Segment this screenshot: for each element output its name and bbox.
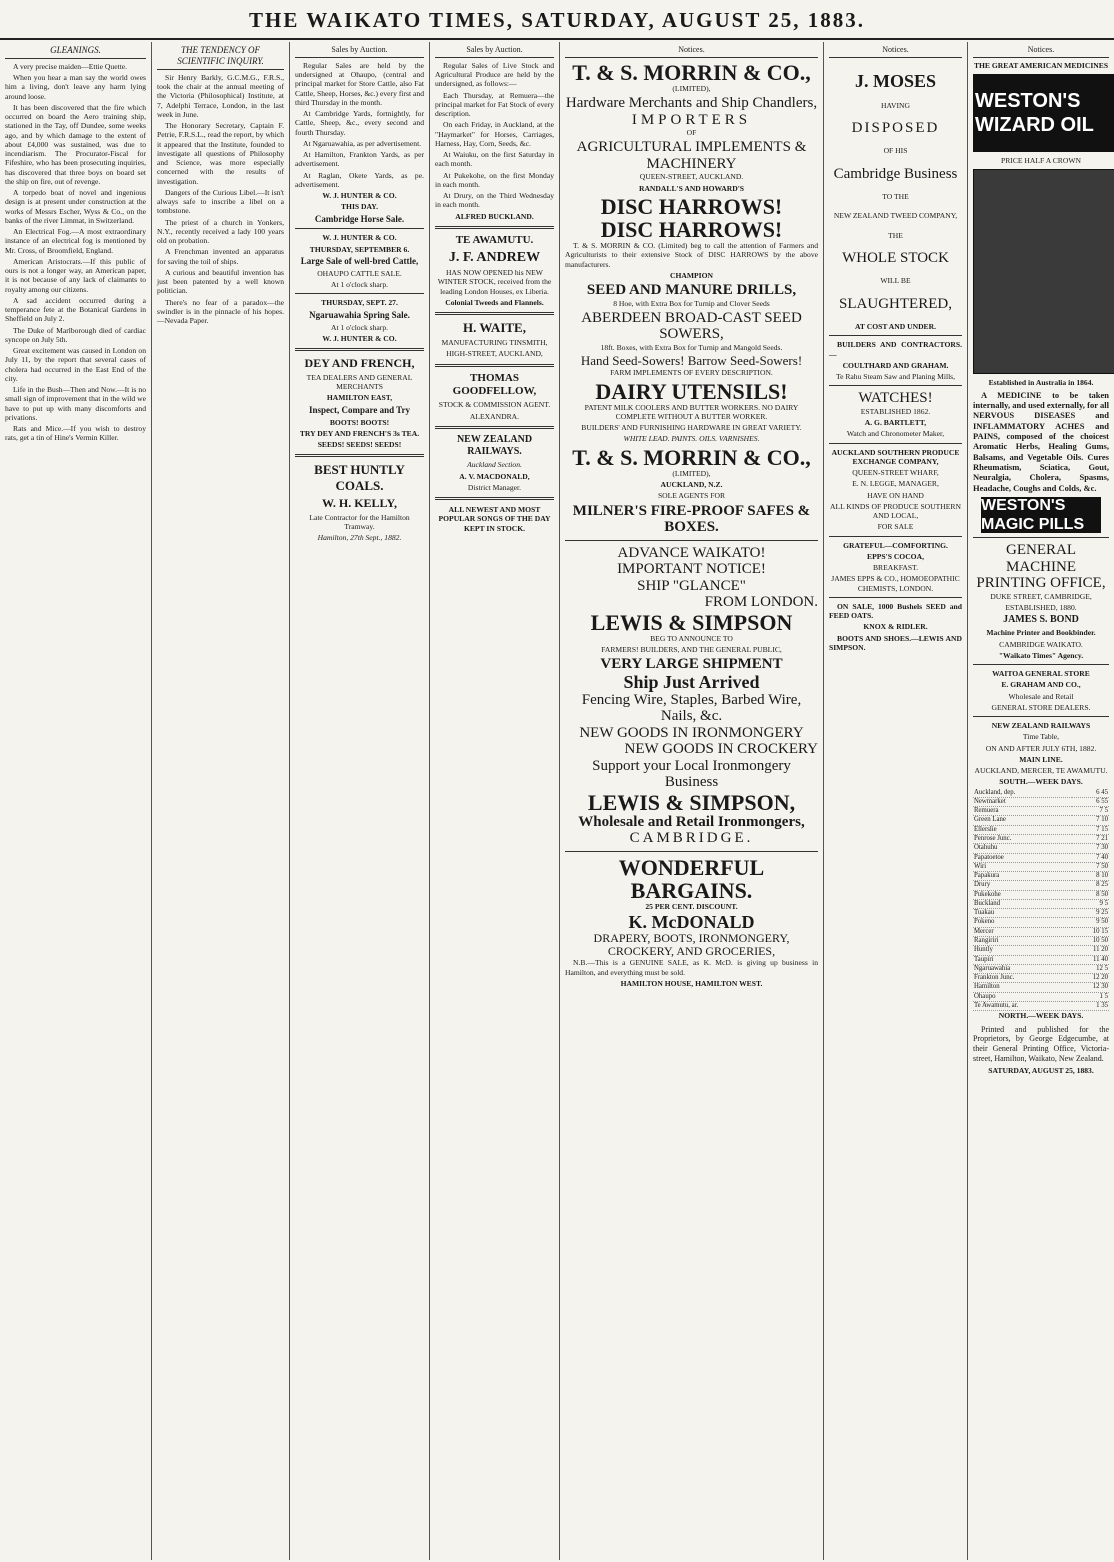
magic-pills-logo: WESTON'S MAGIC PILLS: [981, 497, 1101, 533]
ad-paragraph: At Cambridge Yards, fortnightly, for Cattle, Sheep, &c., every second and fourth Thursday.: [295, 109, 424, 137]
timetable-row: [973, 881, 1109, 890]
masthead: [0, 0, 1114, 40]
station-time: 7 21: [1072, 834, 1109, 843]
masthead-title: THE WAIKATO TIMES, SATURDAY, AUGUST 25, 1883.: [249, 8, 865, 32]
article-paragraph: There's no fear of a paradox—the swindler is in the pinnacle of his hopes.—Nevada Paper.: [157, 297, 284, 326]
station-name: Green Lane: [973, 816, 1072, 825]
timetable-row: [973, 918, 1109, 927]
disposed-heading: DISPOSED: [851, 119, 940, 136]
auctioneer-name: ALFRED BUCKLAND.: [455, 211, 534, 221]
iron-heading: NEW GOODS IN IRONMONGERY: [579, 724, 804, 741]
champion-heading: CHAMPION: [669, 270, 714, 280]
notice-word: WILL BE: [880, 276, 911, 286]
station-time: 7 30: [1072, 844, 1109, 853]
footer-date: SATURDAY, AUGUST 25, 1883.: [988, 1065, 1094, 1075]
timetable-row: [973, 899, 1109, 908]
direction-heading: NORTH.—WEEK DAYS.: [998, 1011, 1084, 1021]
whole-heading: WHOLE STOCK: [842, 249, 949, 266]
seed-sub: 8 Hoe, with Extra Box for Turnip and Clover Seeds: [613, 298, 770, 308]
station-time: 7 10: [1072, 816, 1109, 825]
station-time: 9 5: [1072, 899, 1109, 908]
notice-word: HAVING: [881, 100, 910, 110]
merchant-name: E. GRAHAM AND CO.,: [1001, 680, 1081, 690]
merchant-name: K. McDONALD: [628, 912, 755, 933]
article-paragraph: A sad accident occurred during a temperance fete at the Botanical Gardens in Sheffield on July 2.: [5, 295, 146, 324]
railways-heading: NEW ZEALAND RAILWAYS: [991, 721, 1091, 731]
manager-name: A. V. MACDONALD,: [459, 471, 530, 481]
beg-text: BEG TO ANNOUNCE TO: [650, 633, 733, 643]
ad-paragraph: Regular Sales are held by the undersigned at Ohaupo, (central and principal market for Store Cattle, also Fat Cattle, Sheep, Horses, &c.) every first and third Thursday in the month.: [295, 60, 424, 107]
notice-word: OF HIS: [883, 146, 908, 156]
station-name: Remuera: [973, 807, 1072, 816]
established-text: ESTABLISHED, 1880.: [1005, 602, 1077, 612]
station-time: 1 5: [1072, 992, 1109, 1001]
column-header: Notices.: [565, 45, 818, 58]
station-time: 9 50: [1072, 918, 1109, 927]
column-auction-hunter: [290, 42, 430, 1560]
article-paragraph: An Electrical Fog.—A most extraordinary instance of an electrical fog is mentioned by Mr. Cross, of Broomfield, England.: [5, 227, 146, 255]
builders-text: BUILDERS' AND FURNISHING HARDWARE IN GREAT VARIETY.: [581, 423, 802, 433]
column-notices-main: [560, 42, 824, 1560]
timetable-row: [973, 974, 1109, 983]
timetable-row: [973, 927, 1109, 936]
station-time: 12 5: [1072, 964, 1109, 973]
timetable-row: [973, 983, 1109, 992]
column-header: THE TENDENCY OF SCIENTIFIC INQUIRY.: [157, 45, 284, 70]
epps-heading: EPPS'S COCOA,: [867, 551, 924, 561]
timetable-row: [973, 992, 1109, 1001]
station-name: Papakura: [973, 872, 1072, 881]
merchant-name: LEWIS & SIMPSON: [590, 609, 793, 635]
merchant-trade: MANUFACTURING TINSMITH,: [441, 338, 548, 348]
hardware-heading: Hardware Merchants and Ship Chandlers,: [565, 95, 818, 112]
lead-text: WHITE LEAD. PAINTS. OILS. VARNISHES.: [623, 434, 760, 444]
timetable-row: [973, 1002, 1109, 1011]
merchant-trade: STOCK & COMMISSION AGENT.: [438, 400, 551, 410]
station-name: Mercer: [973, 927, 1072, 936]
station-name: Ngaruawahia: [973, 964, 1072, 973]
timetable-row: [973, 862, 1109, 871]
station-name: Tuakau: [973, 909, 1072, 918]
cost-text: AT COST AND UNDER.: [854, 322, 937, 332]
slogan: Inspect, Compare and Try: [308, 404, 410, 415]
direction-heading: SOUTH.—WEEK DAYS.: [999, 777, 1083, 787]
article-paragraph: Life in the Bush—Then and Now.—It is no small sign of improvement that in the wild we have to put up with many discomforts and privations.: [5, 385, 146, 422]
business-heading: Cambridge Business: [833, 165, 958, 182]
timetable-row: [973, 797, 1109, 806]
sale-subtitle: OHAUPO CATTLE SALE.: [317, 268, 402, 278]
column-header: GLEANINGS.: [5, 45, 146, 59]
timetable-row: [973, 789, 1109, 798]
wizard-oil-logo: WESTON'S WIZARD OIL: [973, 74, 1114, 152]
timetable-row: [973, 890, 1109, 899]
article-paragraph: The priest of a church in Yonkers, N.Y., recently received a lady 100 years old on probation.: [157, 217, 284, 246]
breakfast-text: BREAKFAST.: [872, 563, 919, 573]
station-name: Taupiri: [973, 955, 1072, 964]
ad-paragraph: At Waiuku, on the first Saturday in each month.: [435, 150, 554, 169]
of-text: OF: [686, 128, 697, 138]
station-time: 1 35: [1072, 1002, 1109, 1011]
advance-heading: ADVANCE WAIKATO!: [617, 544, 766, 561]
merchant-name: JAMES S. BOND: [1003, 614, 1079, 626]
disc-heading: DISC HARROWS!: [600, 216, 783, 242]
timetable-table: [973, 789, 1109, 1012]
agents-text: SOLE AGENTS FOR: [657, 491, 726, 501]
importers-heading: IMPORTERS: [631, 111, 752, 128]
merchant-name: J. MOSES: [854, 70, 937, 91]
established-text: Established in Australia in 1864.: [988, 378, 1094, 388]
station-name: Ohaupo: [973, 992, 1072, 1001]
place-heading: CAMBRIDGE.: [629, 830, 754, 847]
article-paragraph: Sir Henry Barkly, G.C.M.G., F.R.S., took the chair at the annual meeting of the Victoria (Philosophical) Institute, at 7, Adelphi Terrace, London, in the last week in June.: [157, 72, 284, 119]
important-heading: IMPORTANT NOTICE!: [617, 561, 766, 578]
station-name: Papatoetoe: [973, 853, 1072, 862]
article-paragraph: A Frenchman invented an apparatus for saving the toil of ships.: [157, 247, 284, 266]
onsale-text: ON SALE, 1000 Bushels SEED and FEED OATS.: [829, 601, 962, 621]
sale-time: At 1 o'clock sharp.: [330, 280, 389, 290]
route-heading: AUCKLAND, MERCER, TE AWAMUTU.: [974, 766, 1108, 776]
timetable-row: [973, 909, 1109, 918]
station-name: Hamilton: [973, 983, 1072, 992]
ad-date: Hamilton, 27th Sept., 1882.: [317, 533, 402, 543]
farmers-text: FARMERS! BUILDERS, AND THE GENERAL PUBLIC,: [601, 644, 782, 654]
column-header: Sales by Auction.: [435, 45, 554, 58]
discount-text: 25 PER CENT. DISCOUNT.: [645, 901, 738, 911]
footer-text: Printed and published for the Proprietors, by George Edgecumbe, at their General Printing Office, Victoria-street, Hamilton, Waikato, New Zealand.: [973, 1024, 1109, 1063]
merchant-name: COULTHARD AND GRAHAM.: [842, 360, 949, 370]
farm-text: FARM IMPLEMENTS OF EVERY DESCRIPTION.: [610, 368, 773, 378]
chemists-text: JAMES EPPS & CO., HOMOEOPATHIC CHEMISTS, LONDON.: [831, 574, 960, 593]
address: QUEEN-STREET WHARF,: [852, 468, 939, 478]
randall-heading: RANDALL'S AND HOWARD'S: [638, 183, 745, 193]
notice-word: FOR SALE: [877, 522, 914, 532]
column-notices-moses: [824, 42, 968, 1560]
station-name: Auckland, dep.: [973, 789, 1072, 798]
railways-heading: NEW ZEALAND RAILWAYS.: [456, 433, 533, 458]
article-paragraph: Dangers of the Curious Libel.—It isn't always safe to inscribe a libel on a tombstone.: [157, 187, 284, 216]
limited-text: (LIMITED),: [672, 83, 711, 93]
agency-text: "Waikato Times" Agency.: [998, 650, 1084, 660]
timetable-row: [973, 946, 1109, 955]
merchant-trade: Watch and Chronometer Maker,: [846, 429, 945, 439]
limited-text: (LIMITED),: [672, 468, 711, 478]
merchant-trade: Machine Printer and Bookbinder.: [986, 628, 1096, 638]
merchant-name: W. H. KELLY,: [321, 495, 398, 510]
station-time: 8 25: [1072, 881, 1109, 890]
station-name: Newmarket: [973, 797, 1072, 806]
town-heading: TE AWAMUTU.: [455, 233, 534, 246]
slaughtered-heading: SLAUGHTERED,: [839, 295, 952, 312]
sale-title: Large Sale of well-bred Cattle,: [300, 255, 419, 266]
manager-name: E. N. LEGGE, MANAGER,: [852, 479, 939, 489]
article-paragraph: A curious and beautiful invention has just been patented by a well known politician.: [157, 267, 284, 296]
ad-paragraph: N.B.—This is a GENUINE SALE, as K. McD. is giving up business in Hamilton, and everything must be sold.: [565, 958, 818, 977]
article-paragraph: American Aristocrats.—If this public of ours is not a longer way, an American paper, it is not because of any lack of claimants to royalty among our citizens.: [5, 256, 146, 294]
sale-title: Ngaruawahia Spring Sale.: [309, 309, 410, 320]
ad-paragraph: At Drury, on the Third Wednesday in each month.: [435, 191, 554, 210]
column-auction-buckland: [430, 42, 560, 1560]
address: AUCKLAND, N.Z.: [660, 480, 723, 490]
builders-heading: BUILDERS AND CONTRACTORS.—: [829, 340, 962, 359]
merchant-name: J. F. ANDREW: [448, 250, 541, 266]
timetable-row: [973, 955, 1109, 964]
boots-text: BOOTS AND SHOES.—LEWIS AND SIMPSON.: [829, 633, 962, 652]
ad-paragraph: T. & S. MORRIN & CO. (Limited) beg to call the attention of Farmers and Agriculturists to their extensive Stock of DISC HARROWS by the above manufacturers.: [565, 241, 818, 269]
station-name: Wiri: [973, 862, 1072, 871]
ad-paragraph: At Ngaruawahia, as per advertisement.: [303, 138, 422, 148]
station-time: 12 20: [1072, 974, 1109, 983]
station-time: 10 15: [1072, 927, 1109, 936]
crockery-heading: NEW GOODS IN CROCKERY: [624, 741, 818, 757]
column-header: Sales by Auction.: [295, 45, 424, 58]
timetable-row: [973, 853, 1109, 862]
station-name: Otahuhu: [973, 844, 1072, 853]
column-header: Notices.: [973, 45, 1109, 58]
merchant-name: H. WAITE,: [463, 320, 526, 336]
price-text: PRICE HALF A CROWN: [1001, 156, 1081, 165]
merchant-name: A. G. BARTLETT,: [864, 418, 927, 428]
ad-paragraph: Each Thursday, at Remuera—the principal market for Fat Stock of every description.: [435, 90, 554, 118]
article-paragraph: Great excitement was caused in London on July 11, by the report that several cases of cholera had occurred in the East End of the city.: [5, 346, 146, 383]
manager-title: District Manager.: [467, 482, 522, 492]
merchant-name: T. & S. MORRIN & CO.,: [572, 59, 811, 85]
merchant-place: HAMILTON EAST,: [326, 393, 393, 403]
column-header: Notices.: [829, 45, 962, 58]
station-time: 11 40: [1072, 955, 1109, 964]
notice-word: THE: [888, 230, 903, 240]
ad-paragraph: Regular Sales of Live Stock and Agricultural Produce are held by the undersigned, as follows:—: [435, 60, 554, 89]
aberdeen-sub: 18ft. Boxes, with Extra Box for Turnip and Mangold Seeds.: [600, 342, 783, 352]
goods-heading: Colonial Tweeds and Flannels.: [445, 297, 544, 307]
aberdeen-heading: ABERDEEN BROAD-CAST SEED SOWERS,: [581, 309, 802, 343]
produce-text: ALL KINDS OF PRODUCE SOUTHERN AND LOCAL,: [830, 501, 961, 521]
article-paragraph: When you hear a man say the world owes him a living, don't leave any harm lying around loose.: [5, 73, 146, 101]
timetable-row: [973, 834, 1109, 843]
notice-word: TO THE: [882, 192, 909, 202]
coal-heading: BEST HUNTLY COALS.: [314, 462, 405, 494]
address: HAMILTON HOUSE, HAMILTON WEST.: [620, 978, 763, 988]
merchant-place: CAMBRIDGE WAIKATO.: [999, 639, 1083, 649]
merchant-name: THOMAS GOODFELLOW,: [452, 371, 537, 397]
support-heading: Support your Local Ironmongery Business: [592, 757, 791, 790]
ad-paragraph: At Raglan, Okete Yards, as pe. advertisement.: [295, 170, 424, 189]
auctioneer-name: W. J. HUNTER & CO.: [322, 191, 397, 200]
fencing-heading: Fencing Wire, Staples, Barbed Wire, Nails, &c.: [581, 691, 802, 724]
station-time: 7 40: [1072, 853, 1109, 862]
company-heading: AUCKLAND SOUTHERN PRODUCE EXCHANGE COMPANY,: [831, 447, 960, 466]
ad-paragraph: On each Friday, in Auckland, at the "Haymarket" for Horses, Carriages, Harness, Hay, Corn, Seeds, &c.: [435, 120, 554, 148]
drapery-heading: DRAPERY, BOOTS, IRONMONGERY, CROCKERY, AND GROCERIES,: [593, 930, 790, 959]
auctioneer-name: W. J. HUNTER & CO.: [322, 233, 397, 243]
dairy-heading: DAIRY UTENSILS!: [595, 378, 788, 404]
merchant-name: LEWIS & SIMPSON,: [587, 789, 796, 815]
dairy-sub: PATENT MILK COOLERS AND BUTTER WORKERS. NO DAIRY COMPLETE WITHOUT A BUTTER WORKER.: [584, 402, 799, 421]
sale-date: THURSDAY, SEPT. 27.: [321, 298, 398, 308]
station-name: Drury: [973, 881, 1072, 890]
station-name: Penrose Junc.: [973, 834, 1072, 843]
timetable-row: [973, 807, 1109, 816]
watches-heading: WATCHES!: [858, 390, 933, 407]
arrived-heading: Ship Just Arrived: [623, 671, 760, 692]
merchant-name: T. & S. MORRIN & CO.,: [572, 444, 811, 470]
established-text: ESTABLISHED 1862.: [860, 406, 931, 416]
station-time: 6 55: [1072, 797, 1109, 806]
article-paragraph: A very precise maiden—Ettie Quette.: [13, 61, 128, 71]
article-paragraph: It has been discovered that the fire which occurred on board the Aero training ship, stationed in the Tay, off Dundee, some weeks ago, and by which damage to the extent of about £4,000 was sustained, was due to incendiarism. The Procurator-Fiscal for Fifeshire, who has been prosecuting inquiries, has discovered that three boys on board set the ship on fire, out of revenge.: [5, 102, 146, 186]
station-time: 7 5: [1072, 807, 1109, 816]
timetable-row: [973, 844, 1109, 853]
merchant-place: ALEXANDRA.: [469, 411, 520, 421]
timetable-row: [973, 964, 1109, 973]
seeds-heading: SEEDS! SEEDS! SEEDS!: [317, 440, 402, 449]
station-name: Buckland: [973, 899, 1072, 908]
article-paragraph: A torpedo boat of novel and ingenious design is at present under construction at the works of Messrs Escher, Wyss & Co., on the banks of the river Limmat, in Switzerland.: [5, 188, 146, 225]
ship-heading: SHIP "GLANCE": [637, 577, 746, 594]
column-gleanings: [0, 42, 152, 1560]
station-time: 8 50: [1072, 890, 1109, 899]
station-name: Rangiriri: [973, 937, 1072, 946]
merchant-place: HIGH-STREET, AUCKLAND,: [446, 349, 543, 359]
column-science: [152, 42, 290, 1560]
ad-paragraph: At Hamilton, Frankton Yards, as per advertisement.: [295, 150, 424, 169]
hand-heading: Hand Seed-Sowers! Barrow Seed-Sowers!: [580, 353, 803, 369]
station-name: Te Awamutu, ar.: [973, 1002, 1072, 1011]
address: DUKE STREET, CAMBRIDGE,: [990, 591, 1092, 601]
notice-word: HAVE ON HAND: [867, 490, 924, 500]
station-time: 6 45: [1072, 789, 1109, 798]
milner-heading: MILNER'S FIRE-PROOF SAFES & BOXES.: [572, 502, 811, 536]
timetable-row: [973, 872, 1109, 881]
books-heading: ALL NEWEST AND MOST POPULAR SONGS OF THE DAY KEPT IN STOCK.: [438, 505, 551, 533]
station-time: 8 10: [1072, 872, 1109, 881]
wholesale-heading: Wholesale and Retail Ironmongers,: [578, 813, 805, 830]
large-heading: VERY LARGE SHIPMENT: [600, 656, 783, 673]
merchant-trade: Wholesale and Retail: [1008, 691, 1074, 701]
merchant-trade: GENERAL STORE DEALERS.: [991, 702, 1091, 712]
from-london: FROM LONDON.: [704, 594, 818, 611]
merchant-trade: HAS NOW OPENED his NEW WINTER STOCK, received from the leading London Houses, ex Liberia.: [437, 268, 552, 296]
auctioneer-name: W. J. HUNTER & CO.: [322, 333, 397, 343]
bargains-heading: WONDERFUL BARGAINS.: [618, 854, 765, 903]
article-paragraph: The Honorary Secretary, Captain F. Petrie, F.R.S.L., read the report, by which it appeared that the Institute, founded to investigate all questions of Philosophy and Science, was more especially concerned with the results of investigation.: [157, 121, 284, 186]
station-name: Pukekohe: [973, 890, 1072, 899]
station-name: Pokeno: [973, 918, 1072, 927]
printing-heading: GENERAL MACHINE PRINTING OFFICE,: [976, 542, 1106, 592]
station-time: 11 20: [1072, 946, 1109, 955]
agri-heading: AGRICULTURAL IMPLEMENTS & MACHINERY: [576, 139, 807, 172]
station-time: 10 50: [1072, 937, 1109, 946]
timetable-row: [973, 937, 1109, 946]
railways-subheading: Auckland Section.: [467, 460, 522, 470]
column-notices-westons: [968, 42, 1114, 1560]
store-heading: WAITOA GENERAL STORE: [992, 669, 1090, 679]
seed-heading: SEED AND MANURE DRILLS,: [586, 282, 797, 299]
merchant-trade: TEA DEALERS AND GENERAL MERCHANTS: [306, 372, 413, 392]
ad-paragraph: At Pukekohe, on the first Monday in each month.: [435, 170, 554, 189]
station-time: 9 25: [1072, 909, 1109, 918]
station-name: Huntly: [973, 946, 1072, 955]
station-time: 12 30: [1072, 983, 1109, 992]
timetable-date: ON AND AFTER JULY 6TH, 1882.: [985, 743, 1097, 753]
station-time: 7 50: [1072, 862, 1109, 871]
medicine-text: A MEDICINE to be taken internally, and used externally, for all NERVOUS DISEASES and INFLAMMATORY ACHES and PAINS, composed of the choicest Aromatic Herbs, Healing Gums, Balsams, and Vegetable Oils. Cures Rheumatism, Sciatica, Gout, Neuralgia, Cholera, Spasms, Headache, Coughs and Colds, &c.: [973, 389, 1109, 493]
grateful-heading: GRATEFUL—COMFORTING.: [843, 540, 948, 550]
station-name: Ellerslie: [973, 825, 1072, 834]
sale-time: At 1 o'clock sharp.: [330, 322, 389, 332]
sale-title: Cambridge Horse Sale.: [314, 213, 405, 224]
merchant-place: Te Rahu Steam Saw and Planing Mills,: [835, 372, 956, 382]
article-paragraph: Rats and Mice.—If you wish to destroy rats, get a tin of Hine's Vermin Killer.: [5, 424, 146, 443]
sale-date: THURSDAY, SEPTEMBER 6.: [309, 244, 410, 254]
timetable-row: [973, 816, 1109, 825]
wizard-oil-illustration: [973, 169, 1114, 374]
great-text: THE GREAT AMERICAN MEDICINES: [973, 60, 1109, 70]
station-time: 7 15: [1072, 825, 1109, 834]
disc-heading: DISC HARROWS!: [600, 193, 783, 219]
merchant-name: KNOX & RIDLER.: [863, 622, 928, 632]
tea-heading: TRY DEY AND FRENCH'S 3s TEA.: [299, 428, 420, 438]
address: QUEEN-STREET, AUCKLAND.: [639, 172, 744, 182]
article-paragraph: The Duke of Marlborough died of cardiac syncope on July 5th.: [5, 325, 146, 344]
merchant-trade: Late Contractor for the Hamilton Tramway.: [309, 512, 410, 531]
timetable-heading: Time Table,: [1022, 732, 1060, 742]
boots-heading: BOOTS! BOOTS!: [329, 417, 390, 427]
mainline-heading: MAIN LINE.: [1019, 754, 1063, 764]
sale-date: THIS DAY.: [340, 202, 378, 212]
merchant-name: DEY AND FRENCH,: [304, 356, 415, 371]
timetable-row: [973, 825, 1109, 834]
station-name: Frankton Junc.: [973, 974, 1072, 983]
company-name: NEW ZEALAND TWEED COMPANY,: [833, 211, 958, 221]
